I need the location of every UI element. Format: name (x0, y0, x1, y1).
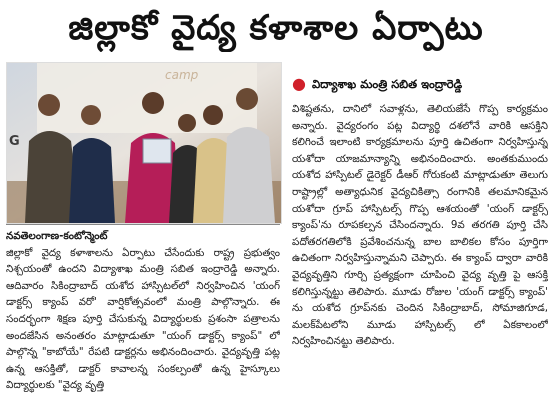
svg-text:G: G (9, 134, 20, 149)
byline (292, 74, 548, 94)
svg-text:camp: camp (165, 68, 199, 82)
byline-text: విద్యాశాఖ మంత్రి సబిత ఇంద్రారెడ్డి (311, 77, 463, 91)
body-column-right: విశిష్టతను, దానిలో సవాళ్లను, తెలియజేసే గొప్ప కార్యక్రమం అన్నారు. వైద్యరంగం పట్ల విద్యార్థి దశలోనే వారికి ఆసక్తిని కలిగించే ఇలాంటి కార్యక్రమాలను పూర్తి ఉచితంగా నిర్వహిస్తున్న యశోదా యాజమాన్యాన్ని అభినందించారు. అంతకుముందు యశోద హాస్పిటల్ డైరెక్టర్ డీఆర్ గోరుకంటి మాట్లాడుతూ తెలుగు రాష్ట్రాల్లో అత్యాధునిక వైద్యచికిత్సా రంగానికి తలమానికమైన యశోదా గ్రూప్ హాస్పిటల్స్ గొప్ప ఆశయంతో 'యంగ్ డాక్టర్స్ క్యాంప్'ను రూపకల్పన చేసిందన్నారు. 9వ తరగతి పూర్తి చేసి పదోతరగతిలోకి ప్రవేశించనున్న బాల బాలికల కోసం పూర్తిగా ఉచితంగా నిర్వహిస్తున్నామని చెప్పారు. ఈ క్యాంప్ ద్వారా వారికి వైద్యవృత్తిని గూర్చి ప్రత్యక్షంగా చూపించి వైద్య వృత్తి పై ఆసక్తి కలిగిస్తున్నట్టు తెలిపారు. మూడు రోజుల 'యంగ్ డాక్టర్స్ క్యాంప్' ను యశోద గ్రూప్‌నకు చెందిన సికింద్రాబాద్, సోమాజిగూడ, మలక్‌పేటలోని మూడు హాస్పిటల్స్ లో ఏకకాలంలో నిర్వహించినట్టు తెలిపారు. (292, 103, 548, 348)
body-text-left: జిల్లాకో వైద్య కళాశాలను ఏర్పాటు చేసేందుకు రాష్ట్ర ప్రభుత్వం నిశ్చయంతో ఉందని విద్యాశాఖ మంత్రి సబిత ఇంద్రారెడ్డి అన్నారు. ఆదివారం సికింద్రాబాద్ యశోద హాస్పిటల్‌లో నిర్వహించిన 'యంగ్ డాక్టర్స్ క్యాంప్ వరో' వార్షికోత్సవంలో మంత్రి పాల్గొన్నారు. ఈ సందర్భంగా శిక్షణ పూర్తి చేసుకున్న విద్యార్థులకు ప్రశంసా పత్రాలను అందజేసిన అనంతరం మాట్లాడుతూ "యంగ్ డాక్టర్స్ క్యాంప్" లో పాల్గొన్న "కాబోయే" రేపటి డాక్టర్లను అభినందించారు. వైద్యవృత్తి పట్ల ఉన్న ఆసక్తితో, డాక్టర్ కావాలన్న సంకల్పంతో ఉన్న హైస్కూలు విద్యార్థులకు "వైద్య వృత్తి (6, 246, 280, 392)
bullet-icon: ● (292, 74, 306, 93)
headline: జిల్లాకో వైద్య కళాశాల ఏర్పాటు (68, 8, 484, 48)
photo-divider (6, 224, 280, 225)
event-photo-illustration (7, 63, 281, 223)
dateline: నవతెలంగాణ-కంటోన్మెంట్ (6, 230, 108, 242)
body-column-left (6, 228, 280, 413)
event-photo (6, 62, 282, 224)
